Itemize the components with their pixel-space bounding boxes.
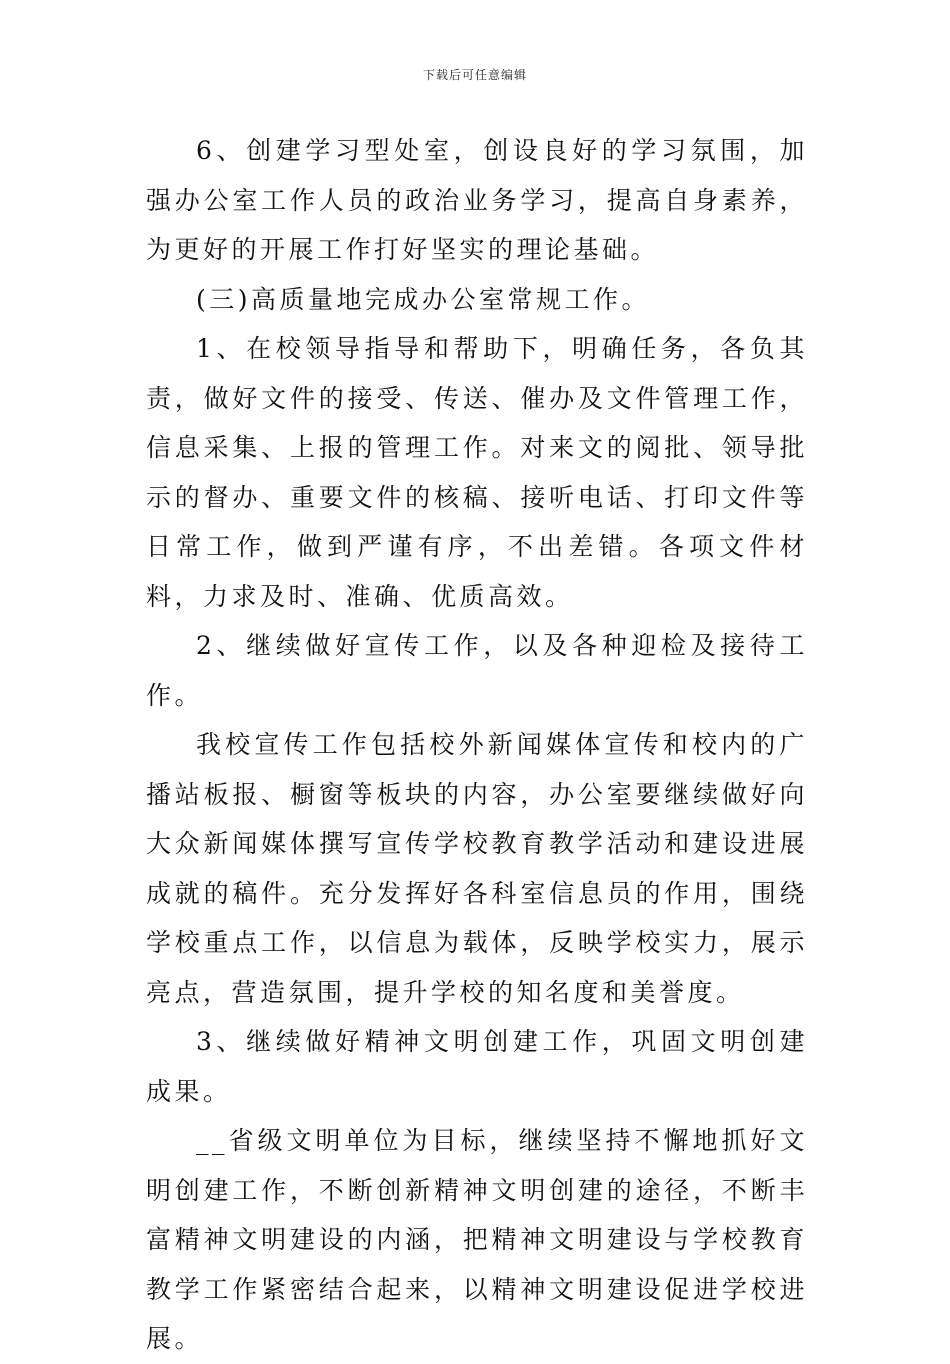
paragraph-item-1: 1、在校领导指导和帮助下，明确任务，各负其责，做好文件的接受、传送、催办及文件管理工作，信息采集、上报的管理工作。对来文的阅批、领导批示的督办、重要文件的核稿、接听电话、打印文件等日常工作，做到严谨有序，不出差错。各项文件材料，力求及时、准确、优质高效。	[146, 334, 808, 611]
paragraph-item-3: 3、继续做好精神文明创建工作，巩固文明创建成果。	[146, 1027, 808, 1106]
paragraph-publicity: 我校宣传工作包括校外新闻媒体宣传和校内的广播站板报、橱窗等板块的内容，办公室要继续做好向大众新闻媒体撰写宣传学校教育教学活动和建设进展成就的稿件。充分发挥好各科室信息员的作用，围绕学校重点工作，以信息为载体，反映学校实力，展示亮点，营造氛围，提升学校的知名度和美誉度。	[146, 730, 808, 1007]
paragraph-item-6: 6、创建学习型处室，创设良好的学习氛围，加强办公室工作人员的政治业务学习，提高自身素养，为更好的开展工作打好坚实的理论基础。	[146, 136, 808, 264]
paragraph-civilization: __省级文明单位为目标，继续坚持不懈地抓好文明创建工作，不断创新精神文明创建的途径，不断丰富精神文明建设的内涵，把精神文明建设与学校教育教学工作紧密结合起来，以精神文明建设促进学校进展。	[146, 1126, 808, 1353]
page-header: 下载后可任意编辑	[422, 68, 527, 82]
section-heading-3: (三)高质量地完成办公室常规工作。	[196, 284, 651, 314]
document-body	[146, 126, 808, 1364]
paragraph-item-2: 2、继续做好宣传工作，以及各种迎检及接待工作。	[146, 631, 808, 710]
